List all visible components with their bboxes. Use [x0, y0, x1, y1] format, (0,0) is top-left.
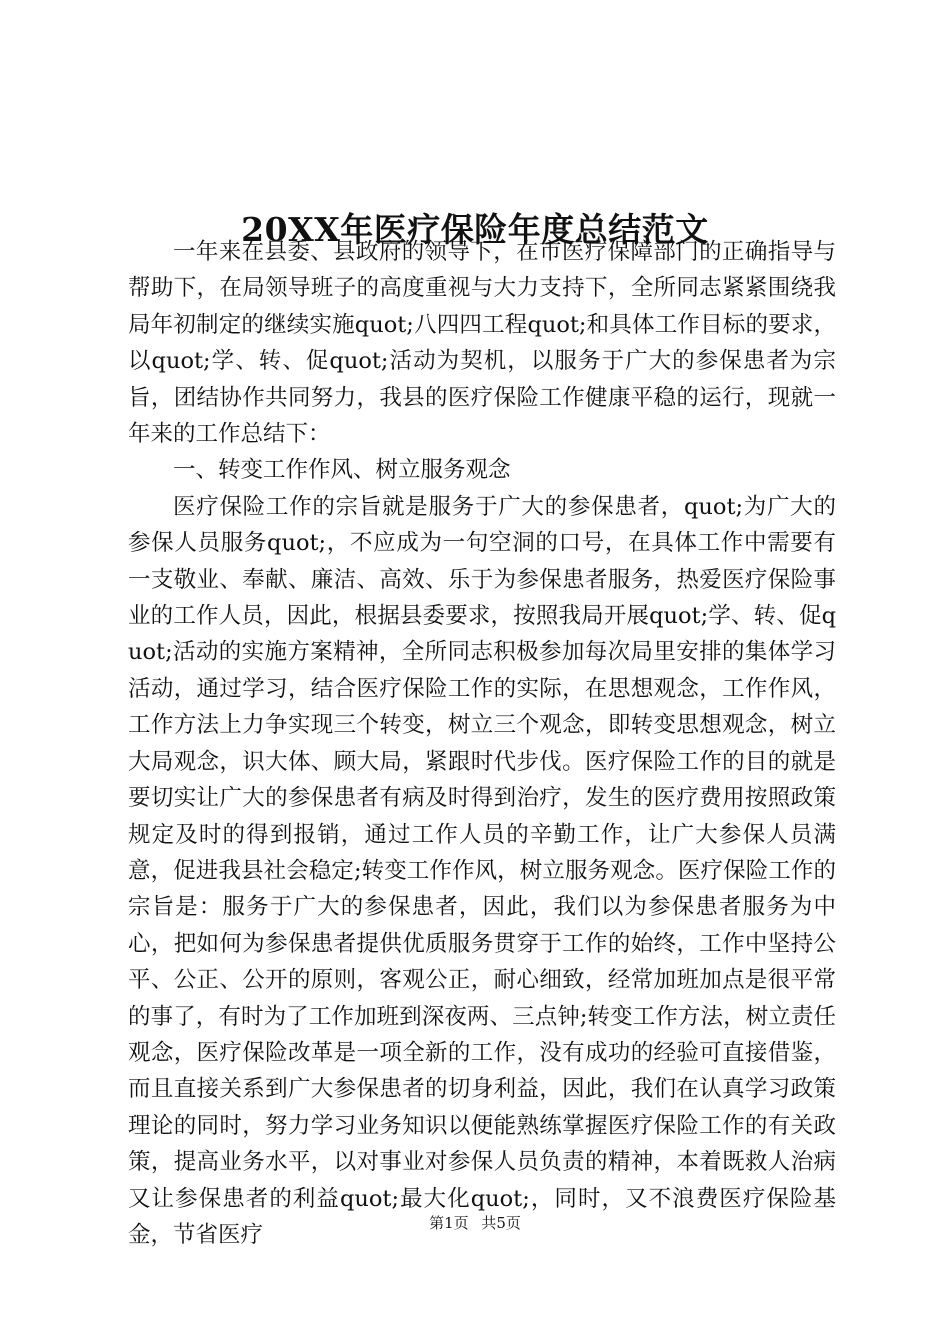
- intro-paragraph: 一年来在县委、县政府的领导下，在市医疗保障部门的正确指导与帮助下，在局领导班子的高度重视与大力支持下，全所同志紧紧围绕我局年初制定的继续实施quot;八四四工程quot;和具体工作目标的要求，以quot;学、转、促quot;活动为契机，以服务于广大的参保患者为宗旨，团结协作共同努力，我县的医疗保险工作健康平稳的运行，现就一年来的工作总结下：: [128, 239, 836, 448]
- document-body: [128, 234, 836, 1253]
- section-heading: 一、转变工作作风、树立服务观念: [173, 457, 511, 484]
- document-title: 20XX年医疗保险年度总结范文: [241, 210, 709, 250]
- page-footer: [0, 1213, 950, 1233]
- page-total: 共5页: [481, 1214, 521, 1232]
- page-number: 第1页: [429, 1214, 469, 1232]
- body-paragraph: 医疗保险工作的宗旨就是服务于广大的参保患者，quot;为广大的参保人员服务quot;，不应成为一句空洞的口号，在具体工作中需要有一支敬业、奉献、廉洁、高效、乐于为参保患者服务，热爱医疗保险事业的工作人员，因此，根据县委要求，按照我局开展quot;学、转、促quot;活动的实施方案精神，全所同志积极参加每次局里安排的集体学习活动，通过学习，结合医疗保险工作的实际，在思想观念，工作作风，工作方法上力争实现三个转变，树立三个观念，即转变思想观念，树立大局观念，识大体、顾大局，紧跟时代步伐。医疗保险工作的目的就是要切实让广大的参保患者有病及时得到治疗，发生的医疗费用按照政策规定及时的得到报销，通过工作人员的辛勤工作，让广大参保人员满意，促进我县社会稳定;转变工作作风，树立服务观念。医疗保险工作的宗旨是：服务于广大的参保患者，因此，我们以为参保患者服务为中心，把如何为参保患者提供优质服务贯穿于工作的始终，工作中坚持公平、公正、公开的原则，客观公正，耐心细致，经常加班加点是很平常的事了，有时为了工作加班到深夜两、三点钟;转变工作方法，树立责任观念，医疗保险改革是一项全新的工作，没有成功的经验可直接借鉴，而且直接关系到广大参保患者的切身利益，因此，我们在认真学习政策理论的同时，努力学习业务知识以便能熟练掌握医疗保险工作的有关政策，提高业务水平，以对事业对参保人员负责的精神，本着既救人治病又让参保患者的利益quot;最大化quot;，同时，又不浪费医疗保险基金，节省医疗: [128, 493, 836, 1248]
